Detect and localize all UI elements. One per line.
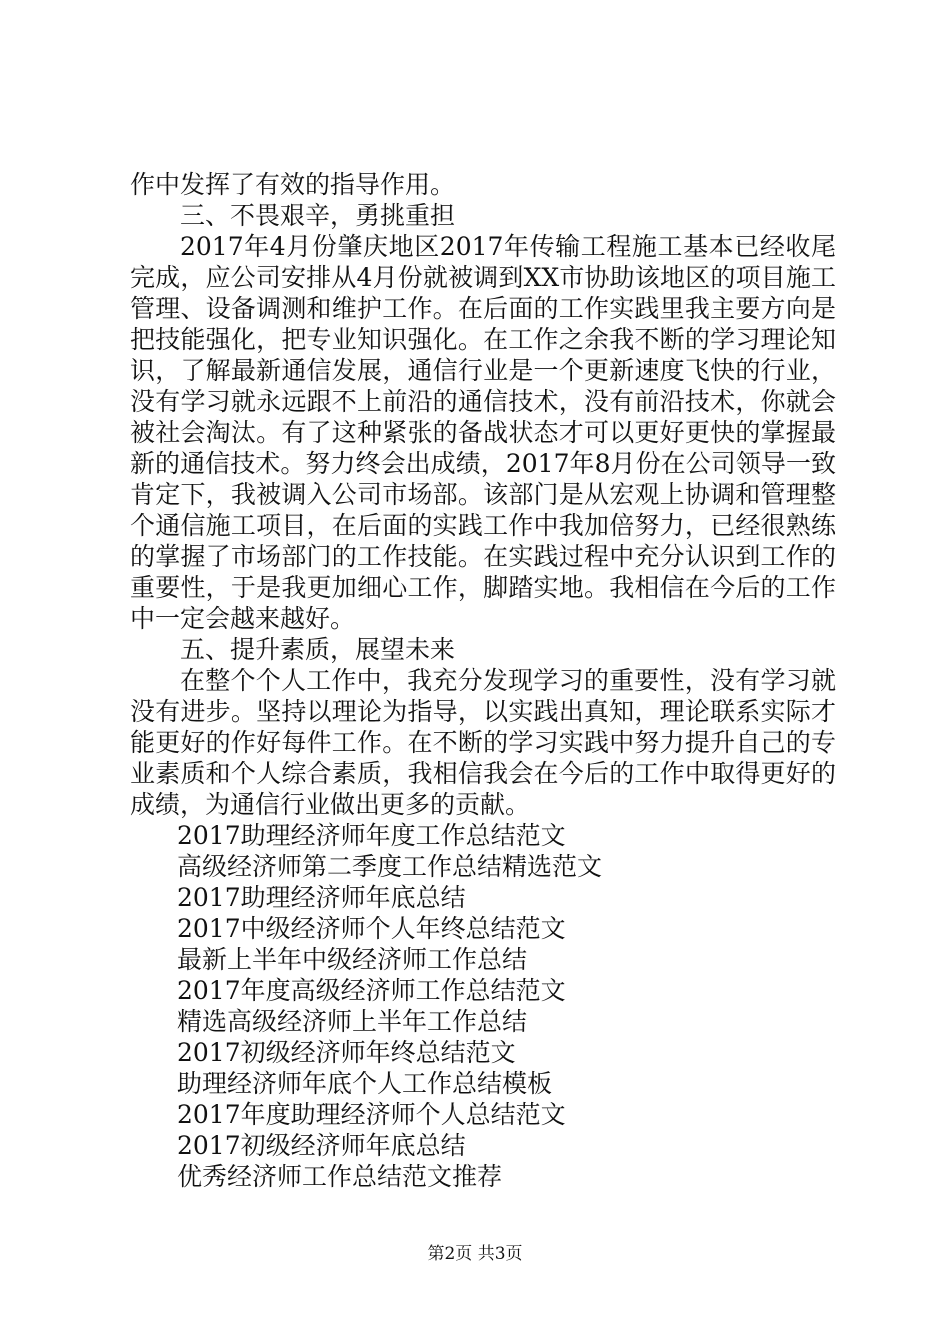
related-article-link[interactable]: 2017助理经济师年底总结 [177,883,466,912]
page-number-footer: 第2页 共3页 [427,1244,523,1264]
related-article-link[interactable]: 2017初级经济师年终总结范文 [177,1038,516,1067]
document-body [130,169,836,1192]
related-article-link[interactable]: 2017初级经济师年底总结 [177,1131,466,1160]
related-article-link[interactable]: 精选高级经济师上半年工作总结 [177,1007,528,1036]
related-article-link[interactable]: 2017助理经济师年度工作总结范文 [177,821,566,850]
related-article-link[interactable]: 2017年度助理经济师个人总结范文 [177,1100,566,1129]
related-article-link[interactable]: 2017年度高级经济师工作总结范文 [177,976,566,1005]
related-article-link[interactable]: 高级经济师第二季度工作总结精选范文 [177,852,603,881]
section-heading-three: 三、不畏艰辛，勇挑重担 [180,201,456,230]
paragraph-section-five: 在整个个人工作中，我充分发现学习的重要性，没有学习就没有进步。坚持以理论为指导，以实践出真知，理论联系实际才能更好的作好每件工作。在不断的学习实践中努力提升自己的专业素质和个人综合素质，我相信我会在今后的工作中取得更好的成绩，为通信行业做出更多的贡献。 [130,666,836,819]
paragraph-section-three: 2017年4月份肇庆地区2017年传输工程施工基本已经收尾完成，应公司安排从4月份就被调到XX市协助该地区的项目施工管理、设备调测和维护工作。在后面的工作实践里我主要方向是把技能强化，把专业知识强化。在工作之余我不断的学习理论知识，了解最新通信发展，通信行业是一个更新速度飞快的行业，没有学习就永远跟不上前沿的通信技术，没有前沿技术，你就会被社会淘汰。有了这种紧张的备战状态才可以更好更快的掌握最新的通信技术。努力终会出成绩，2017年8月份在公司领导一致肯定下，我被调入公司市场部。该部门是从宏观上协调和管理整个通信施工项目，在后面的实践工作中我加倍努力，已经很熟练的掌握了市场部门的工作技能。在实践过程中充分认识到工作的重要性，于是我更加细心工作，脚踏实地。我相信在今后的工作中一定会越来越好。 [130,232,836,633]
related-article-link[interactable]: 助理经济师年底个人工作总结模板 [177,1069,553,1098]
related-article-link[interactable]: 最新上半年中级经济师工作总结 [177,945,528,974]
related-articles-list [130,820,836,1192]
related-article-link[interactable]: 优秀经济师工作总结范文推荐 [177,1162,503,1191]
paragraph-continuation: 作中发挥了有效的指导作用。 [130,170,456,199]
related-article-link[interactable]: 2017中级经济师个人年终总结范文 [177,914,566,943]
section-heading-five: 五、提升素质，展望未来 [180,635,456,664]
